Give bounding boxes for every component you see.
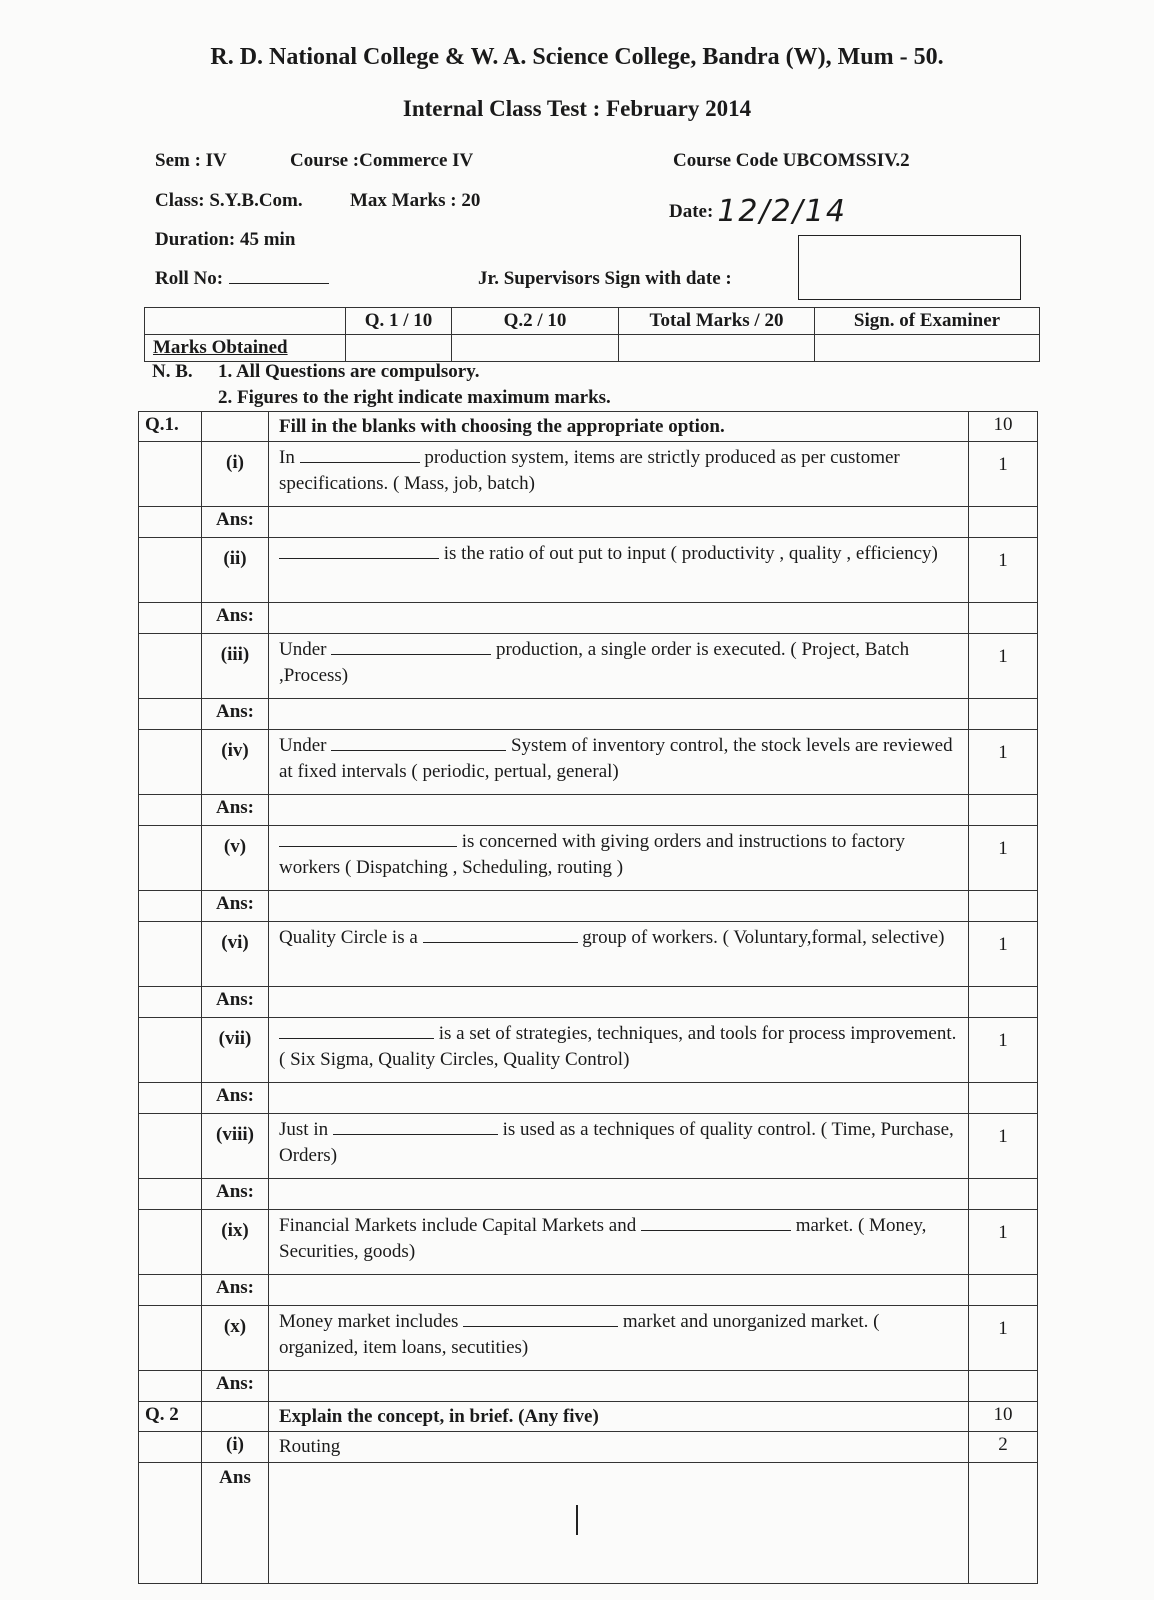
q1-item-text: is concerned with giving orders and instructions to factory workers ( Dispatching , Scheduling, routing ) <box>269 826 969 891</box>
q1-item-marks: 1 <box>969 826 1038 891</box>
q1-item-marks: 1 <box>969 538 1038 603</box>
answer-space[interactable] <box>269 507 969 538</box>
q1-item-num: (iv) <box>202 730 269 795</box>
duration: Duration: 45 min <box>155 229 296 250</box>
answer-blank <box>300 444 420 463</box>
marks-header-q2: Q.2 / 10 <box>452 308 619 335</box>
answer-blank <box>333 1116 498 1135</box>
q2-title: Explain the concept, in brief. (Any five) <box>269 1402 969 1432</box>
ans-label: Ans: <box>202 507 269 538</box>
date-label: Date: <box>669 201 714 222</box>
answer-space[interactable] <box>269 1371 969 1402</box>
marks-cell-sign <box>815 335 1040 362</box>
note-2: 2. Figures to the right indicate maximum marks. <box>218 387 611 408</box>
answer-blank <box>423 924 578 943</box>
answer-blank <box>279 828 457 847</box>
q1-marks: 10 <box>969 412 1038 442</box>
q1-item-num: (vii) <box>202 1018 269 1083</box>
q2-item-text: Routing <box>269 1432 969 1463</box>
class: Class: S.Y.B.Com. <box>155 190 303 211</box>
note-nb: N. B. <box>152 361 193 382</box>
marks-header-sign: Sign. of Examiner <box>815 308 1040 335</box>
q2-ans-label: Ans <box>202 1463 269 1584</box>
semester: Sem : IV <box>155 150 227 171</box>
answer-space[interactable] <box>269 699 969 730</box>
note-1: 1. All Questions are compulsory. <box>218 361 480 382</box>
q1-item-text: In production system, items are strictly produced as per customer specifications. ( Mass, job, batch) <box>269 442 969 507</box>
marks-table <box>144 307 1040 362</box>
q1-item-marks: 1 <box>969 1210 1038 1275</box>
answer-space[interactable] <box>269 1179 969 1210</box>
handwritten-date: 12/2/14 <box>717 194 847 229</box>
ans-label: Ans: <box>202 1083 269 1114</box>
q1-item-text: Under System of inventory control, the stock levels are reviewed at fixed intervals ( periodic, pertual, general) <box>269 730 969 795</box>
answer-blank <box>463 1308 618 1327</box>
q2-answer-space[interactable] <box>269 1463 969 1584</box>
q1-item-text: Under production, a single order is executed. ( Project, Batch ,Process) <box>269 634 969 699</box>
roll-blank-line <box>229 283 329 284</box>
q2-label: Q. 2 <box>139 1402 202 1432</box>
answer-blank <box>331 732 506 751</box>
q1-item-text: Just in is used as a techniques of quality control. ( Time, Purchase, Orders) <box>269 1114 969 1179</box>
marks-obtained-label: Marks Obtained <box>145 335 346 362</box>
test-title: Internal Class Test : February 2014 <box>402 96 752 121</box>
q1-item-num: (ii) <box>202 538 269 603</box>
marks-cell-total <box>619 335 815 362</box>
marks-header-q1: Q. 1 / 10 <box>346 308 452 335</box>
roll-number-field <box>155 268 329 290</box>
marks-header-total: Total Marks / 20 <box>619 308 815 335</box>
questions-table <box>138 411 1038 1584</box>
q1-item-marks: 1 <box>969 634 1038 699</box>
q1-item-text: is a set of strategies, techniques, and tools for process improvement. ( Six Sigma, Quality Circles, Quality Control) <box>269 1018 969 1083</box>
q2-marks: 10 <box>969 1402 1038 1432</box>
q1-item-marks: 1 <box>969 442 1038 507</box>
course: Course :Commerce IV <box>290 150 474 171</box>
ans-label: Ans: <box>202 1179 269 1210</box>
answer-space[interactable] <box>269 795 969 826</box>
answer-space[interactable] <box>269 1275 969 1306</box>
ans-label: Ans: <box>202 987 269 1018</box>
ans-label: Ans: <box>202 1371 269 1402</box>
q1-item-num: (x) <box>202 1306 269 1371</box>
supervisor-sign-box <box>798 235 1021 300</box>
marks-cell-q1 <box>346 335 452 362</box>
answer-space[interactable] <box>269 1083 969 1114</box>
q1-item-marks: 1 <box>969 1018 1038 1083</box>
q1-item-marks: 1 <box>969 730 1038 795</box>
page-mark <box>576 1505 578 1535</box>
answer-blank <box>279 1020 434 1039</box>
q2-item-num: (i) <box>202 1432 269 1463</box>
q1-item-marks: 1 <box>969 1306 1038 1371</box>
q1-item-num: (ix) <box>202 1210 269 1275</box>
q1-item-text: Quality Circle is a group of workers. ( Voluntary,formal, selective) <box>269 922 969 987</box>
q1-item-text: Financial Markets include Capital Markets and market. ( Money, Securities, goods) <box>269 1210 969 1275</box>
q1-item-num: (iii) <box>202 634 269 699</box>
answer-blank <box>331 636 491 655</box>
q1-label: Q.1. <box>139 412 202 442</box>
marks-header-blank <box>145 308 346 335</box>
answer-space[interactable] <box>269 987 969 1018</box>
q1-item-num: (viii) <box>202 1114 269 1179</box>
course-code: Course Code UBCOMSSIV.2 <box>673 150 910 171</box>
roll-label: Roll No: <box>155 268 224 289</box>
q1-item-text: Money market includes market and unorganized market. ( organized, item loans, secutities) <box>269 1306 969 1371</box>
ans-label: Ans: <box>202 699 269 730</box>
answer-blank <box>279 540 439 559</box>
q2-item-marks: 2 <box>969 1432 1038 1463</box>
q1-title: Fill in the blanks with choosing the appropriate option. <box>269 412 969 442</box>
q1-item-num: (i) <box>202 442 269 507</box>
answer-space[interactable] <box>269 891 969 922</box>
ans-label: Ans: <box>202 603 269 634</box>
ans-label: Ans: <box>202 891 269 922</box>
q1-item-marks: 1 <box>969 1114 1038 1179</box>
ans-label: Ans: <box>202 1275 269 1306</box>
marks-cell-q2 <box>452 335 619 362</box>
date-field <box>669 190 847 229</box>
ans-label: Ans: <box>202 795 269 826</box>
max-marks: Max Marks : 20 <box>350 190 481 211</box>
q1-item-num: (v) <box>202 826 269 891</box>
answer-space[interactable] <box>269 603 969 634</box>
answer-blank <box>641 1212 791 1231</box>
college-name: R. D. National College & W. A. Science College, Bandra (W), Mum - 50. <box>210 44 944 70</box>
q1-item-marks: 1 <box>969 922 1038 987</box>
q1-item-num: (vi) <box>202 922 269 987</box>
supervisor-sign-label: Jr. Supervisors Sign with date : <box>478 268 732 289</box>
q1-item-text: is the ratio of out put to input ( productivity , quality , efficiency) <box>269 538 969 603</box>
